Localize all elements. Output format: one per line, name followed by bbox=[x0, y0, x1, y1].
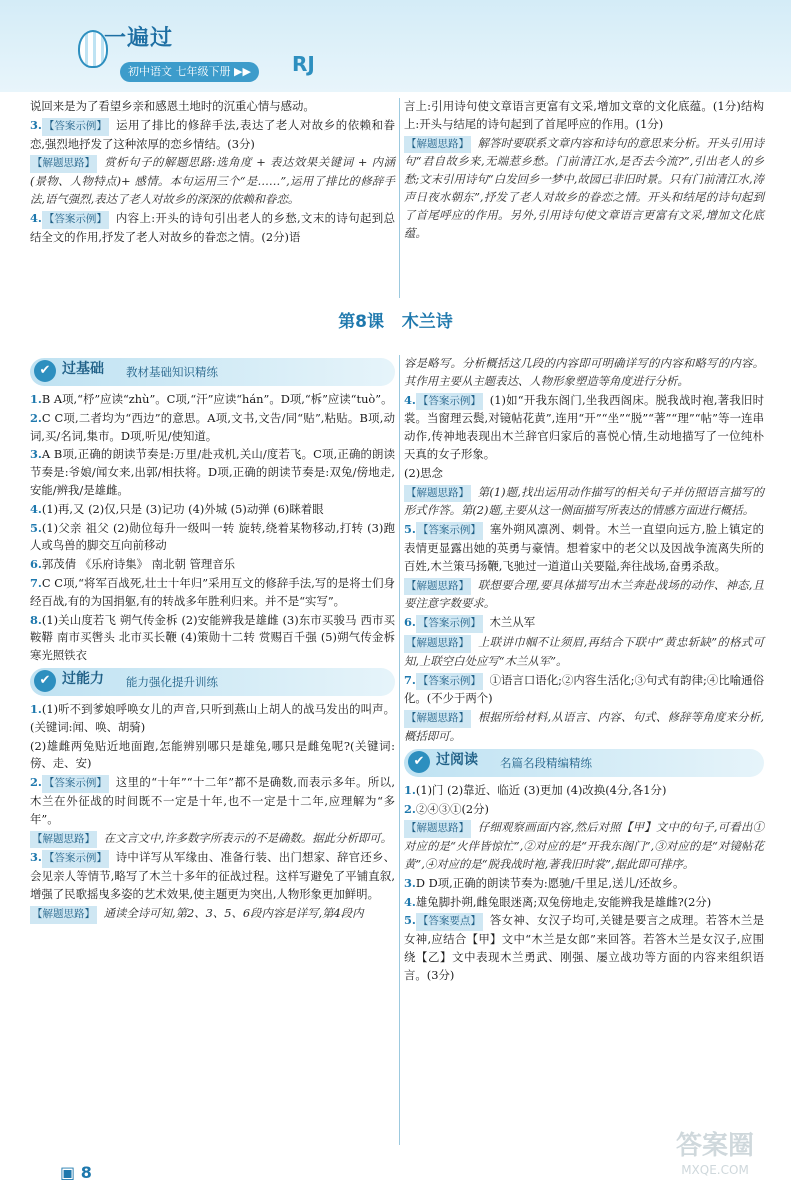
answer-item bbox=[30, 410, 395, 446]
right-column bbox=[404, 355, 764, 986]
item-tag: 【答案示例】 bbox=[416, 522, 483, 540]
section-subtitle: 名篇名段精编精练 bbox=[500, 755, 592, 770]
item-tag: 【答案示例】 bbox=[42, 850, 109, 868]
item-text: 容是略写。分析概括这几段的内容即可明确详写的内容和略写的内容。其作用主要从主题表达、人物形象塑造等角度进行分析。 bbox=[404, 356, 764, 388]
section-subtitle: 能力强化提升训练 bbox=[126, 674, 218, 689]
item-number: 7. bbox=[404, 672, 416, 687]
section-title: 过阅读 bbox=[436, 751, 478, 768]
item-text: 郭茂倩 《乐府诗集》 南北朝 管理音乐 bbox=[41, 557, 236, 572]
brand-title: 一遍过 bbox=[104, 26, 174, 51]
answer-item bbox=[404, 465, 764, 483]
answer-item bbox=[404, 484, 764, 521]
item-number: 5. bbox=[404, 913, 416, 928]
item-tag: 【答案示例】 bbox=[416, 673, 483, 691]
lesson-number: 第8课 bbox=[338, 312, 385, 332]
item-number: 4. bbox=[30, 501, 42, 516]
item-number: 6. bbox=[404, 615, 416, 630]
item-text: 解答时要联系文章内容和诗句的意思来分析。开头引用诗句“君自故乡来,无端惹乡愁。门前清江水,是否去今流?”,引出老人的乡愁;文末引用诗句“白发回乡一梦中,故园已非旧时景。只有门前清江水,涛声日夜水朝东”,抒发了老人对故乡的眷恋之情。开头和结尾的诗句起到了首尾呼应的作用。另外,引用诗句使文章语言更富有文采,增加文化底蕴。 bbox=[404, 135, 764, 240]
answer-item bbox=[30, 612, 395, 665]
answer-item bbox=[404, 709, 764, 746]
watermark-logo bbox=[650, 1130, 780, 1190]
answer-item bbox=[404, 392, 764, 464]
answer-item bbox=[30, 391, 395, 409]
item-text: 赏析句子的解题思路:选角度 + 表达效果关键词 + 内涵(景物、人物特点)+ 感情。本句运用三个“是……”,运用了排比的修辞手法,语气强烈,表达了老人对故乡的深深的依赖和眷恋。 bbox=[30, 155, 395, 206]
checkmark-icon: ✔ bbox=[34, 360, 56, 382]
page-header bbox=[0, 0, 791, 92]
top-right-column bbox=[404, 98, 764, 243]
answer-item bbox=[30, 117, 395, 154]
watermark-big: 答案圈 bbox=[675, 1131, 754, 1161]
answer-item bbox=[30, 774, 395, 828]
answer-item bbox=[404, 577, 764, 614]
item-text: ②④③①(2分) bbox=[415, 801, 489, 816]
section-title: 过基础 bbox=[62, 361, 104, 377]
reading-answer-list bbox=[404, 782, 764, 985]
item-number: 8. bbox=[30, 612, 42, 627]
item-text: 说回来是为了看望乡亲和感恩土地时的沉重心情与感动。 bbox=[30, 99, 315, 113]
item-number: 7. bbox=[30, 575, 42, 590]
checkmark-icon: ✔ bbox=[34, 670, 56, 692]
item-text: 上联讲巾帼不让须眉,再结合下联中“黄忠斩缺”的格式可知,上联空白处应写“木兰从军”。 bbox=[404, 634, 764, 668]
item-tag: 【解题思路】 bbox=[404, 820, 471, 838]
page-number-value: 8 bbox=[80, 1163, 92, 1182]
answer-item bbox=[404, 98, 764, 134]
item-text: 言上:引用诗句使文章语言更富有文采,增加文章的文化底蕴。(1分)结构上:开头与结尾的诗句起到了首尾呼应的作用。(1分) bbox=[404, 99, 764, 131]
answer-item bbox=[404, 819, 764, 873]
section-ability bbox=[30, 668, 395, 696]
item-tag: 【答案示例】 bbox=[42, 775, 109, 793]
answer-item bbox=[404, 875, 764, 893]
left-column bbox=[30, 355, 395, 925]
arrow-icon: ▶▶ bbox=[234, 65, 251, 78]
item-number: 3. bbox=[30, 447, 42, 462]
item-text: C C项,二者均为“西边”的意思。A项,文书,文告/同“贴”,粘贴。B项,动词,买/名词,集市。D项,听见/使知道。 bbox=[30, 410, 395, 443]
item-text: (1)父亲 祖父 (2)勋位每升一级叫一转 旋转,绕着某物移动,打转 (3)跑 人或鸟兽的脚交互向前移动 bbox=[30, 520, 395, 553]
item-tag: 【解题思路】 bbox=[30, 906, 97, 924]
answer-item bbox=[404, 355, 764, 391]
section-basic bbox=[30, 358, 395, 386]
item-text: 塞外朔风凛冽、刺骨。木兰一直望向远方,脸上镇定的表情更显露出她的英勇与豪情。想着家中的老父以及因战争流离失所的百姓,木兰策马扬鞭,飞驰过一道道山关要隘,奔往战场,奋勇杀敌。 bbox=[404, 522, 764, 573]
item-text: B A项,“杼”应读“zhù”。C项,“汗”应读“hán”。D项,“柝”应读“tuò”。 bbox=[41, 392, 393, 406]
answer-item bbox=[404, 672, 764, 709]
answer-item bbox=[30, 701, 395, 737]
basic-answer-list bbox=[30, 391, 395, 665]
answer-item bbox=[404, 912, 764, 984]
item-text: (1)关山度若飞 朔气传金柝 (2)安能辨我是雄雌 (3)东市买骏马 西市买鞍鞯 南市买辔头 北市买长鞭 (4)策勋十二转 赏赐百千强 (5)朔气传金柝 寒光照铁衣 bbox=[30, 612, 395, 663]
answer-item bbox=[30, 520, 395, 556]
item-text: 仔细观察画面内容,然后对照【甲】文中的句子,可看出①对应的是“火伴皆惊忙”,②对应的是“开我东阁门”,③对应的是“对镜帖花黄”,④对应的是“脱我战时袍,著我旧时裳”,据此即可排序。 bbox=[404, 820, 764, 871]
item-number: 5. bbox=[404, 522, 416, 537]
item-number: 3. bbox=[30, 117, 42, 132]
item-number: 4. bbox=[30, 210, 42, 225]
item-tag: 【解题思路】 bbox=[404, 136, 471, 154]
checkmark-icon: ✔ bbox=[408, 751, 430, 773]
answer-item bbox=[30, 830, 395, 849]
answer-item bbox=[30, 575, 395, 611]
answer-item bbox=[404, 634, 764, 671]
answer-item bbox=[30, 849, 395, 903]
page-number bbox=[60, 1164, 92, 1182]
item-text: 木兰从军 bbox=[485, 615, 536, 630]
item-tag: 【答案示例】 bbox=[42, 211, 109, 229]
top-left-column bbox=[30, 98, 395, 247]
column-divider-bottom bbox=[399, 355, 400, 1145]
subtitle-text: 初中语文 七年级下册 bbox=[128, 65, 231, 78]
item-text: 运用了排比的修辞手法,表达了老人对故乡的依赖和眷恋,强烈地抒发了这种浓厚的恋乡情结。(3分) bbox=[30, 117, 395, 151]
item-text: 这里的“十年”“十二年”都不是确数,而表示多年。所以,木兰在外征战的时间既不一定是十年,也不一定是十二年,应理解为“多年”。 bbox=[30, 775, 395, 826]
item-text: 在文言文中,许多数字所表示的不是确数。据此分析即可。 bbox=[100, 830, 393, 845]
item-text: (2)雄雌两兔贴近地面跑,怎能辨别哪只是雄兔,哪只是雌兔呢?(关键词:傍、走、安) bbox=[30, 738, 395, 771]
item-text: (1)如“开我东阁门,坐我西阁床。脱我战时袍,著我旧时裳。当窗理云鬓,对镜帖花黄”,连用“开”“坐”“脱”“著”“理”“帖”等一连串动作,传神地表现出木兰辞官归家后的喜悦心情,生动地描写了一位纯朴天真的女子形象。 bbox=[404, 392, 764, 461]
answer-item bbox=[30, 446, 395, 499]
item-text: 根据所给材料,从语言、内容、句式、修辞等角度来分析,概括即可。 bbox=[404, 710, 764, 743]
book-subtitle bbox=[120, 62, 259, 82]
item-tag: 【解题思路】 bbox=[404, 635, 471, 653]
item-text: A B项,正确的朗读节奏是:万里/赴戎机,关山/度若飞。C项,正确的朗读节奏是:爷娘/闻女来,出郭/相扶将。D项,正确的朗读节奏是:双兔/傍地走,安能/辨我/是雄雌。 bbox=[30, 447, 395, 497]
answer-item bbox=[30, 98, 395, 116]
item-text: 联想要合理,要具体描写出木兰奔赴战场的动作、神态,且要注意字数要求。 bbox=[404, 577, 764, 611]
item-number: 2. bbox=[30, 775, 42, 790]
section-reading bbox=[404, 749, 764, 777]
item-text: 通读全诗可知,第2、3、5、6段内容是详写,第4段内 bbox=[100, 905, 364, 920]
item-number: 5. bbox=[30, 520, 42, 535]
item-tag: 【答案示例】 bbox=[416, 615, 483, 633]
answer-item bbox=[404, 521, 764, 575]
item-text: 第(1)题,找出运用动作描写的相关句子并仿照语言描写的形式作答。第(2)题,主要从这一侧面描写所表达的情感方面进行概括。 bbox=[404, 484, 764, 518]
page-marker-icon: ▣ bbox=[60, 1163, 81, 1182]
item-number: 2. bbox=[404, 801, 416, 816]
item-text: D D项,正确的朗读节奏为:愿驰/千里足,送儿/还故乡。 bbox=[415, 875, 685, 890]
answer-item bbox=[404, 614, 764, 633]
item-number: 2. bbox=[30, 410, 42, 425]
item-tag: 【答案示例】 bbox=[416, 393, 483, 411]
item-text: 雄兔脚扑朔,雌兔眼迷离;双兔傍地走,安能辨我是雄雌?(2分) bbox=[415, 894, 712, 909]
ability-answer-list bbox=[30, 701, 395, 924]
answer-item bbox=[404, 782, 764, 800]
section-subtitle: 教材基础知识精练 bbox=[126, 365, 218, 379]
answer-item bbox=[30, 210, 395, 247]
answer-item bbox=[30, 905, 395, 924]
edition-label: RJ bbox=[292, 52, 315, 76]
item-tag: 【解题思路】 bbox=[30, 831, 97, 849]
item-number: 1. bbox=[404, 782, 416, 797]
answer-item bbox=[30, 154, 395, 208]
item-text: 答女神、女汉子均可,关键是要言之成理。若答木兰是女神,应结合【甲】文中“木兰是女郎”来回答。若答木兰是女汉子,应围绕【乙】文中表现木兰勇武、刚强、屡立战功等方面的内容来组织语言。(3分) bbox=[404, 913, 764, 982]
answer-item bbox=[404, 894, 764, 912]
lesson-name: 木兰诗 bbox=[401, 312, 453, 332]
item-number: 4. bbox=[404, 894, 416, 909]
item-text: ①语言口语化;②内容生活化;③句式有韵律;④比喻通俗化。(不少于两个) bbox=[404, 672, 764, 706]
lesson-title bbox=[0, 314, 791, 332]
item-tag: 【解题思路】 bbox=[404, 710, 471, 728]
item-number: 3. bbox=[404, 875, 416, 890]
item-text: (1)听不到爹娘呼唤女儿的声音,只听到燕山上胡人的战马发出的叫声。(关键词:闻、唤、胡骑) bbox=[30, 701, 395, 734]
answer-item bbox=[404, 135, 764, 243]
watermark-small: MXQE.COM bbox=[681, 1163, 749, 1177]
section-title: 过能力 bbox=[62, 670, 104, 687]
answer-item bbox=[30, 738, 395, 774]
answer-item bbox=[404, 801, 764, 819]
right-answer-list bbox=[404, 355, 764, 746]
item-tag: 【解题思路】 bbox=[404, 578, 471, 596]
answer-item bbox=[30, 501, 395, 519]
item-text: 内容上:开头的诗句引出老人的乡愁,文末的诗句起到总结全文的作用,抒发了老人对故乡的眷恋之情。(2分)语 bbox=[30, 210, 395, 244]
item-tag: 【答案要点】 bbox=[416, 913, 483, 931]
item-tag: 【解题思路】 bbox=[404, 485, 471, 503]
item-text: (2)思念 bbox=[404, 465, 443, 480]
item-number: 1. bbox=[30, 701, 42, 716]
item-text: (1)门 (2)靠近、临近 (3)更加 (4)改换(4分,各1分) bbox=[415, 782, 667, 797]
item-tag: 【答案示例】 bbox=[42, 118, 109, 136]
item-tag: 【解题思路】 bbox=[30, 155, 97, 173]
item-number: 4. bbox=[404, 392, 416, 407]
column-divider-top bbox=[399, 98, 400, 298]
item-number: 6. bbox=[30, 557, 42, 572]
item-text: (1)再,又 (2)仅,只是 (3)记功 (4)外城 (5)动弹 (6)眯着眼 bbox=[41, 501, 324, 516]
answer-item bbox=[30, 556, 395, 574]
item-text: C C项,“将军百战死,壮士十年归”采用互文的修辞手法,写的是将士们身经百战,有的为国捐躯,有的转战多年胜利归来。并不是“实写”。 bbox=[30, 575, 395, 608]
item-number: 3. bbox=[30, 850, 42, 865]
item-text: 诗中详写从军缘由、准备行装、出门想家、辞官还乡、会见亲人等情节,略写了木兰十多年的征战过程。这样写避免了平铺直叙,增强了民歌摇曳多姿的艺术效果,使主题更为突出,人物形象更加鲜明。 bbox=[30, 850, 395, 901]
item-number: 1. bbox=[30, 392, 42, 406]
